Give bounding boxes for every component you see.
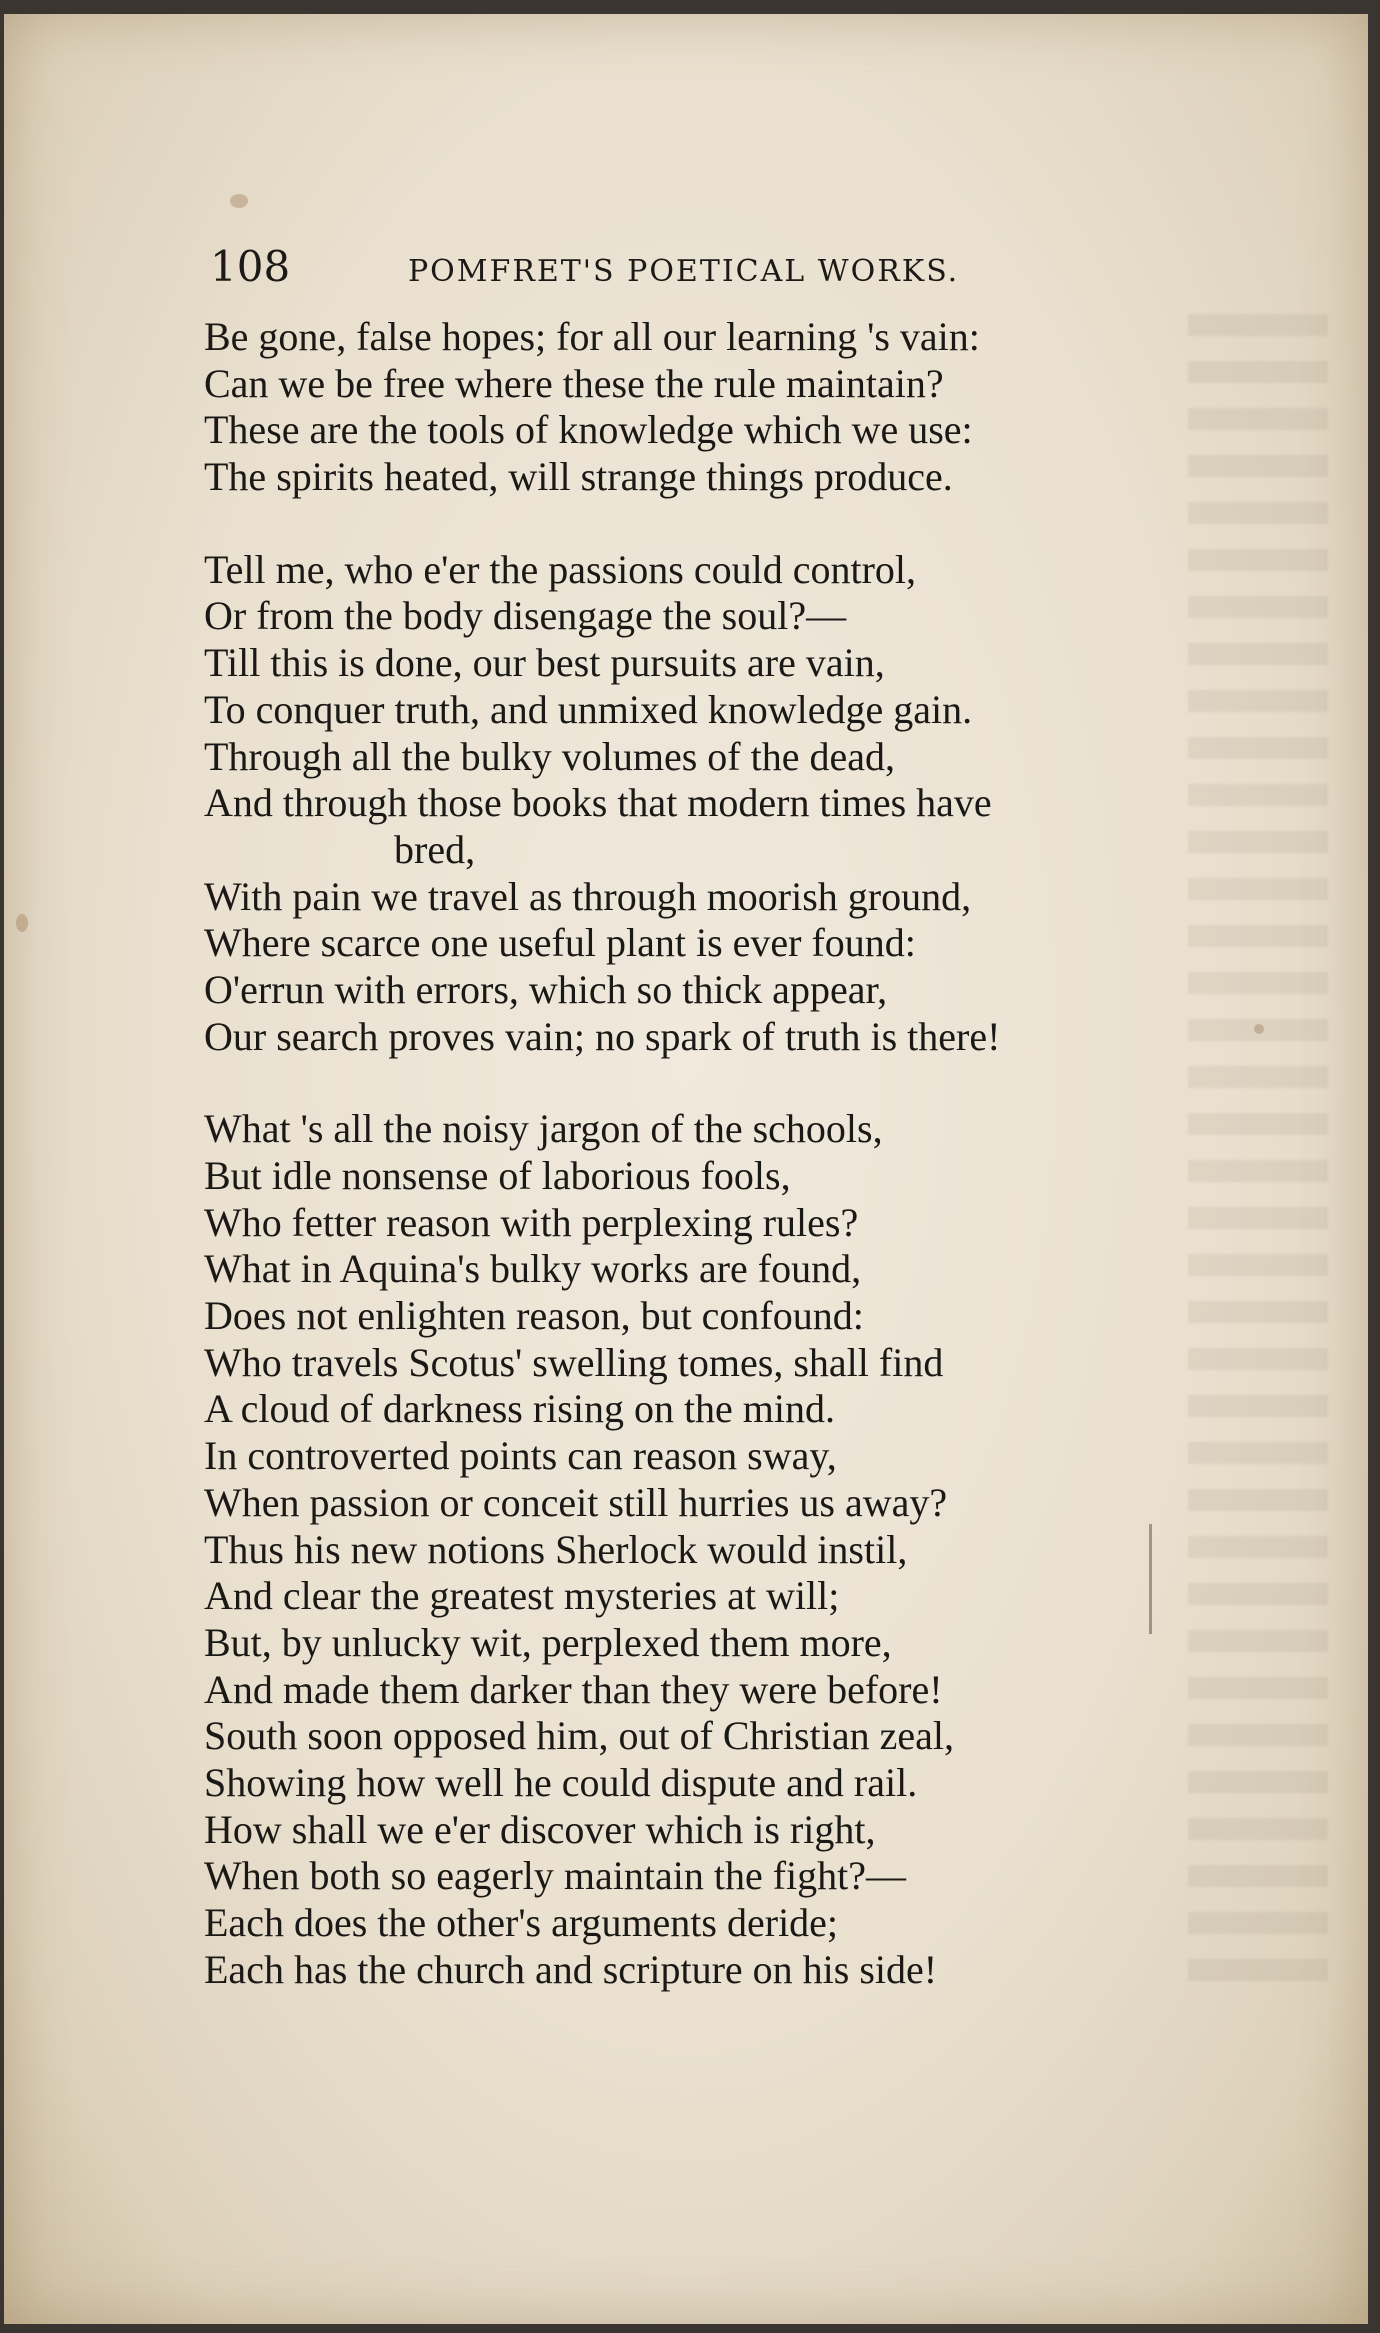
verse-line: Our search proves vain; no spark of truth is there! (204, 1013, 1001, 1059)
verse-line: Who travels Scotus' swelling tomes, shall find (204, 1339, 944, 1385)
verse-line: Be gone, false hopes; for all our learning 's vain: (204, 314, 980, 359)
verse-line: Through all the bulky volumes of the dead, (204, 733, 895, 779)
paper-stain (230, 194, 248, 208)
verse-line: In controverted points can reason sway, (204, 1433, 837, 1479)
verse-line: To conquer truth, and unmixed knowledge gain. (204, 686, 973, 732)
verse-line: Each does the other's arguments deride; (204, 1900, 839, 1945)
verse-line-continuation: bred, (394, 826, 476, 872)
verse-line: Till this is done, our best pursuits are vain, (204, 640, 885, 686)
verse-line: Each has the church and scripture on his side! (204, 1946, 938, 1992)
verse-line: With pain we travel as through moorish ground, (204, 873, 972, 919)
verse-line: Who fetter reason with perplexing rules? (204, 1199, 859, 1245)
poem-text (204, 314, 1204, 2039)
verse-line: When passion or conceit still hurries us away? (204, 1479, 948, 1525)
verse-line: And clear the greatest mysteries at will; (204, 1573, 840, 1619)
paper-stain (1254, 1024, 1264, 1034)
verse-line: South soon opposed him, out of Christian zeal, (204, 1713, 954, 1759)
verse-line: Tell me, who e'er the passions could control, (204, 546, 917, 592)
verse-line: But, by unlucky wit, perplexed them more, (204, 1619, 892, 1665)
page-number: 108 (210, 242, 291, 291)
verse-line: The spirits heated, will strange things produce. (204, 454, 953, 500)
verse-line: What 's all the noisy jargon of the schools, (204, 1106, 883, 1152)
stanza (204, 547, 1204, 1061)
verse-line: A cloud of darkness rising on the mind. (204, 1386, 836, 1432)
verse-line: Thus his new notions Sherlock would instil, (204, 1526, 908, 1572)
stanza (204, 314, 1204, 501)
verse-line: Showing how well he could dispute and rail. (204, 1759, 918, 1805)
verse-line: O'errun with errors, which so thick appear, (204, 966, 888, 1012)
verse-line: And made them darker than they were before! (204, 1666, 943, 1712)
verse-line: How shall we e'er discover which is right, (204, 1806, 876, 1852)
page-header (200, 242, 1040, 302)
verse-line: Does not enlighten reason, but confound: (204, 1293, 864, 1339)
verse-line: When both so eagerly maintain the fight?— (204, 1853, 907, 1899)
paper-stain (16, 914, 28, 932)
verse-line: Or from the body disengage the soul?— (204, 593, 847, 639)
verse-line: What in Aquina's bulky works are found, (204, 1246, 862, 1292)
stanza (204, 1106, 1204, 1993)
verse-line: Can we be free where these the rule maintain? (204, 360, 944, 406)
verse-line: And through those books that modern times have (204, 780, 992, 826)
verse-line: These are the tools of knowledge which we use: (204, 407, 973, 453)
book-page (4, 14, 1368, 2324)
verse-line: But idle nonsense of laborious fools, (204, 1153, 791, 1198)
show-through-text (1188, 314, 1328, 1994)
verse-line: Where scarce one useful plant is ever found: (204, 920, 916, 966)
running-head: POMFRET'S POETICAL WORKS. (408, 254, 960, 289)
